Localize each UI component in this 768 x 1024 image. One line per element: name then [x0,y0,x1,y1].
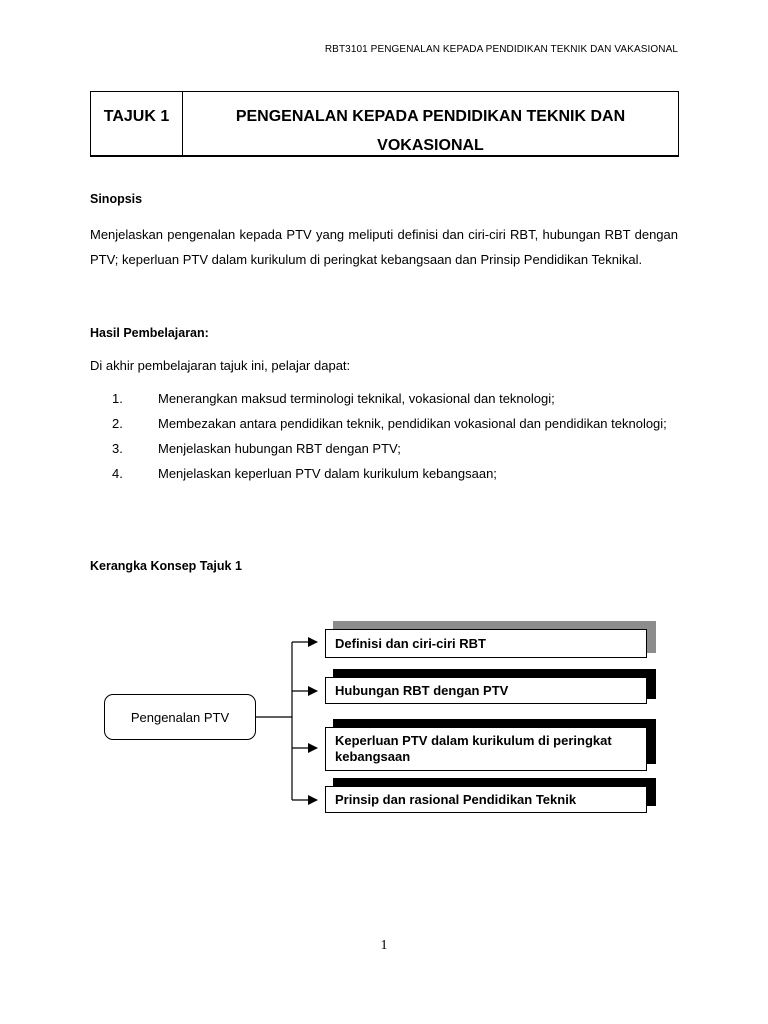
branch-box-2: Hubungan RBT dengan PTV [325,677,647,704]
list-item-number: 2. [112,416,123,431]
list-item-number: 1. [112,391,123,406]
sinopsis-text: Menjelaskan pengenalan kepada PTV yang meliputi definisi dan ciri-ciri RBT, hubungan RBT dengan PTV; keperluan PTV dalam kurikulum di peringkat kebangsaan dan Prinsip Pendidikan Teknikal. [90,227,678,267]
list-item-text: Menerangkan maksud terminologi teknikal, vokasional dan teknologi; [158,391,555,406]
list-item [90,463,680,484]
page-number: 1 [380,938,388,953]
branch-box-4: Prinsip dan rasional Pendidikan Teknik [325,786,647,813]
title-table [90,91,679,157]
learning-outcomes-heading: Hasil Pembelajaran: [90,326,209,340]
list-item-text: Menjelaskan hubungan RBT dengan PTV; [158,441,401,456]
list-item-text: Membezakan antara pendidikan teknik, pendidikan vokasional dan pendidikan teknologi; [158,416,667,431]
center-node: Pengenalan PTV [104,694,256,740]
list-item [90,438,680,459]
list-item [90,413,680,434]
learning-outcomes-list [90,388,680,488]
topic-title-line-1: PENGENALAN KEPADA PENDIDIKAN TEKNIK DAN [235,108,626,125]
list-item [90,388,680,409]
topic-title-line-2: VOKASIONAL [377,137,484,154]
topic-label: TAJUK 1 [91,92,183,155]
branch-box-3: Keperluan PTV dalam kurikulum di peringkat kebangsaan [325,727,647,771]
list-item-number: 3. [112,441,123,456]
learning-outcomes-intro: Di akhir pembelajaran tajuk ini, pelajar dapat: [90,358,351,373]
running-header: RBT3101 PENGENALAN KEPADA PENDIDIKAN TEKNIK DAN VAKASIONAL [324,44,678,55]
concept-map-heading: Kerangka Konsep Tajuk 1 [90,559,242,573]
list-item-number: 4. [112,466,123,481]
branch-box-1: Definisi dan ciri-ciri RBT [325,629,647,658]
concept-map [0,600,768,840]
topic-title [183,92,678,155]
list-item-text: Menjelaskan keperluan PTV dalam kurikulum kebangsaan; [158,466,497,481]
sinopsis-heading: Sinopsis [90,192,143,206]
